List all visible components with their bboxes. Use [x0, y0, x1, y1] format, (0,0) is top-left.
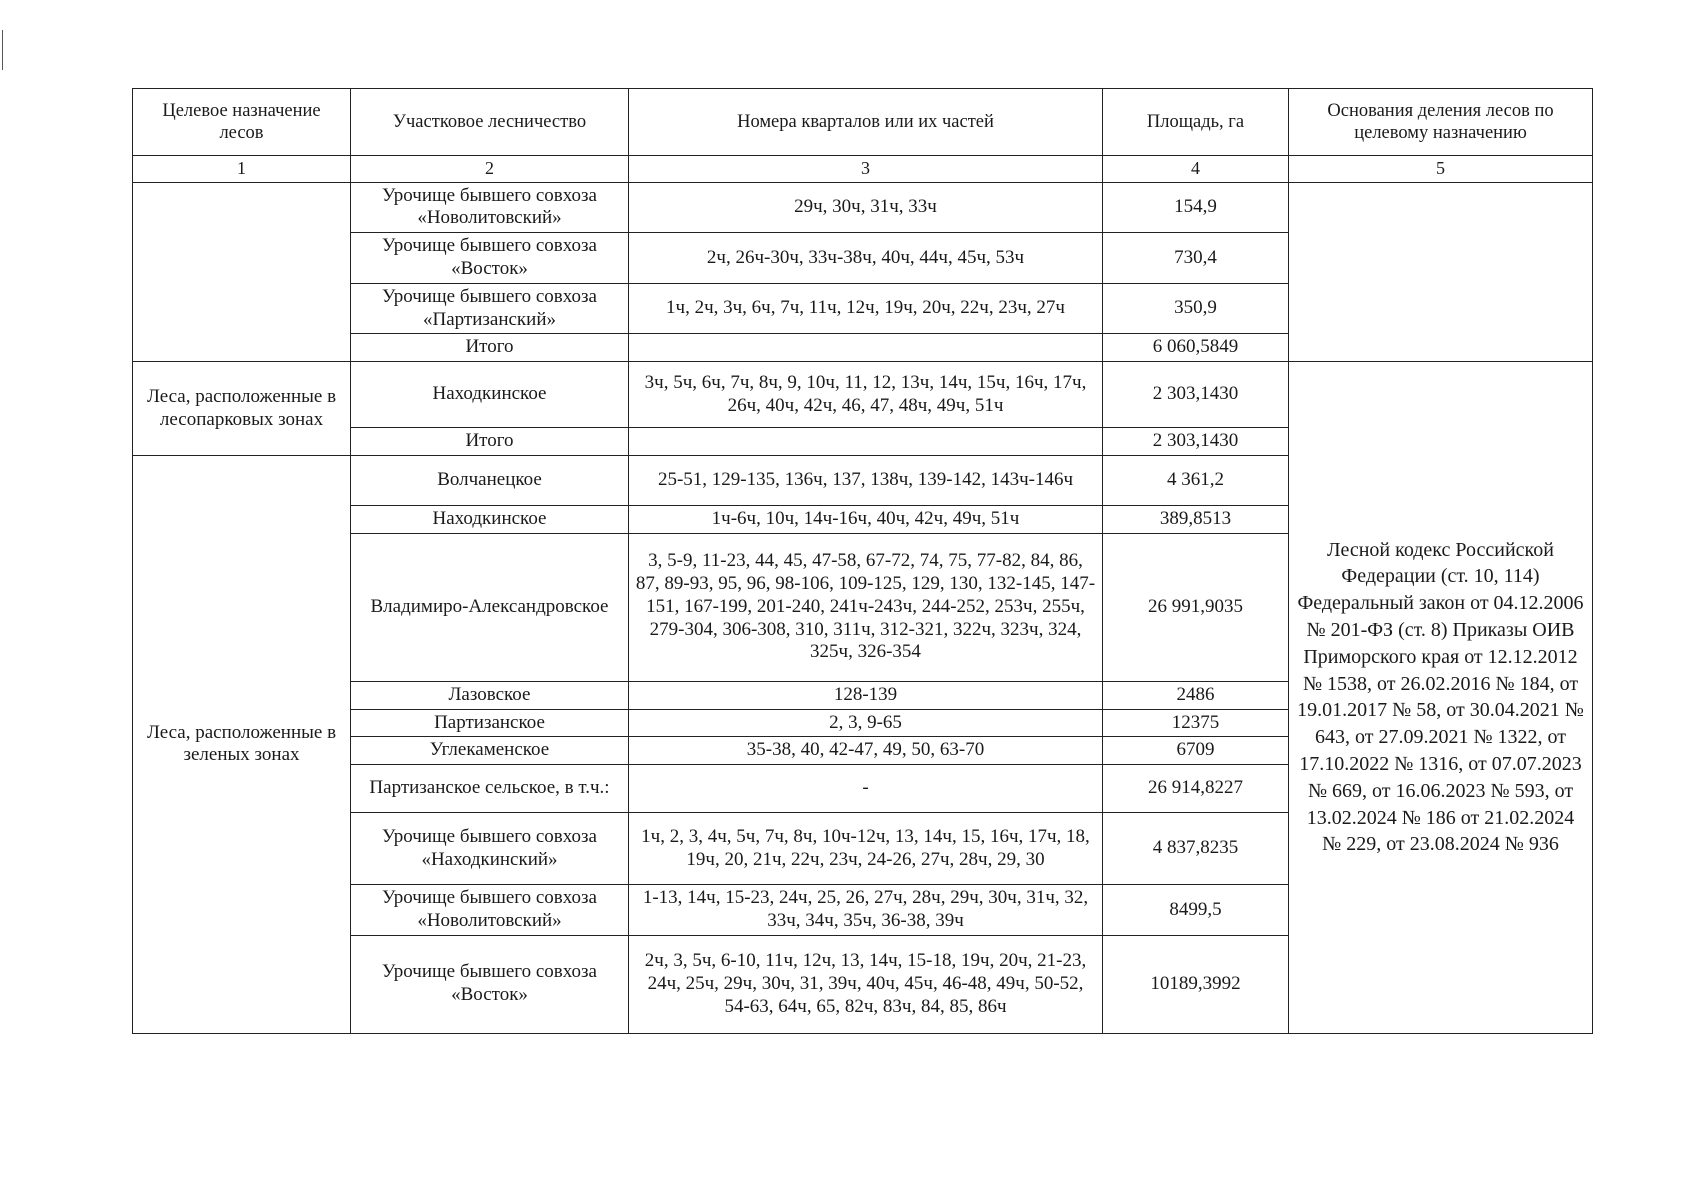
header-row: [133, 89, 1593, 156]
header-area: Площадь, га: [1103, 89, 1289, 156]
area-cell: 389,8513: [1103, 505, 1289, 533]
area-cell: 8499,5: [1103, 885, 1289, 936]
quarters-cell: 25-51, 129-135, 136ч, 137, 138ч, 139-142, 143ч-146ч: [629, 455, 1103, 505]
total-label: Итого: [351, 428, 629, 456]
column-number: 1: [133, 156, 351, 183]
quarters-cell: 1-13, 14ч, 15-23, 24ч, 25, 26, 27ч, 28ч, 29ч, 30ч, 31ч, 32, 33ч, 34ч, 35ч, 36-38, 39ч: [629, 885, 1103, 936]
total-area: 6 060,5849: [1103, 334, 1289, 362]
forestry-cell: Урочище бывшего совхоза «Партизанский»: [351, 283, 629, 334]
area-cell: 4 837,8235: [1103, 813, 1289, 885]
forestry-cell: Урочище бывшего совхоза «Новолитовский»: [351, 885, 629, 936]
forestry-cell: Урочище бывшего совхоза «Восток»: [351, 233, 629, 284]
quarters-cell: 1ч, 2, 3, 4ч, 5ч, 7ч, 8ч, 10ч-12ч, 13, 14ч, 15, 16ч, 17ч, 18, 19ч, 20, 21ч, 22ч, 23ч, 24-26, 27ч, 28ч, 29, 30: [629, 813, 1103, 885]
area-cell: 2486: [1103, 681, 1289, 709]
total-label: Итого: [351, 334, 629, 362]
forestry-cell: Партизанское сельское, в т.ч.:: [351, 765, 629, 813]
area-cell: 2 303,1430: [1103, 362, 1289, 428]
quarters-cell: 1ч-6ч, 10ч, 14ч-16ч, 40ч, 42ч, 49ч, 51ч: [629, 505, 1103, 533]
quarters-cell: 1ч, 2ч, 3ч, 6ч, 7ч, 11ч, 12ч, 19ч, 20ч, 22ч, 23ч, 27ч: [629, 283, 1103, 334]
area-cell: 350,9: [1103, 283, 1289, 334]
area-cell: 154,9: [1103, 182, 1289, 233]
column-number: 5: [1289, 156, 1593, 183]
quarters-cell: 3ч, 5ч, 6ч, 7ч, 8ч, 9, 10ч, 11, 12, 13ч, 14ч, 15ч, 16ч, 17ч, 26ч, 40ч, 42ч, 46, 47, 48ч, 49ч, 51ч: [629, 362, 1103, 428]
column-number: 3: [629, 156, 1103, 183]
purpose-cell: Леса, расположенные в зеленых зонах: [133, 455, 351, 1033]
table-row: [133, 182, 1593, 233]
forestry-cell: Партизанское: [351, 709, 629, 737]
quarters-cell: 2ч, 3, 5ч, 6-10, 11ч, 12ч, 13, 14ч, 15-18, 19ч, 20ч, 21-23, 24ч, 25ч, 29ч, 30ч, 31, 39ч, 40ч, 45ч, 46-48, 49ч, 50-52, 54-63, 64ч, 65, 82ч, 83ч, 84, 85, 86ч: [629, 935, 1103, 1033]
column-number: 2: [351, 156, 629, 183]
total-area: 2 303,1430: [1103, 428, 1289, 456]
quarters-cell: 29ч, 30ч, 31ч, 33ч: [629, 182, 1103, 233]
quarters-cell: 128-139: [629, 681, 1103, 709]
forestry-cell: Урочище бывшего совхоза «Восток»: [351, 935, 629, 1033]
forestry-cell: Владимиро-Александровское: [351, 533, 629, 681]
scan-edge-mark: [2, 30, 3, 70]
header-quarters: Номера кварталов или их частей: [629, 89, 1103, 156]
forestry-cell: Находкинское: [351, 362, 629, 428]
header-purpose: Целевое назначение лесов: [133, 89, 351, 156]
forestry-cell: Урочище бывшего совхоза «Находкинский»: [351, 813, 629, 885]
quarters-cell: 2ч, 26ч-30ч, 33ч-38ч, 40ч, 44ч, 45ч, 53ч: [629, 233, 1103, 284]
area-cell: 730,4: [1103, 233, 1289, 284]
forest-purpose-table: [132, 88, 1593, 1034]
forestry-cell: Лазовское: [351, 681, 629, 709]
forestry-cell: Урочище бывшего совхоза «Новолитовский»: [351, 182, 629, 233]
header-basis: Основания деления лесов по целевому назначению: [1289, 89, 1593, 156]
quarters-cell: 35-38, 40, 42-47, 49, 50, 63-70: [629, 737, 1103, 765]
quarters-cell: 3, 5-9, 11-23, 44, 45, 47-58, 67-72, 74, 75, 77-82, 84, 86, 87, 89-93, 95, 96, 98-106, 109-125, 129, 130, 132-145, 147-151, 167-199, 201-240, 241ч-243ч, 244-252, 253ч, 255ч, 279-304, 306-308, 310, 311ч, 312-321, 322ч, 323ч, 324, 325ч, 326-354: [629, 533, 1103, 681]
purpose-cell: [133, 182, 351, 362]
basis-cell: Лесной кодекс Российской Федерации (ст. 10, 114) Федеральный закон от 04.12.2006 № 201-ФЗ (ст. 8) Приказы ОИВ Приморского края от 12.12.2012 № 1538, от 26.02.2016 № 184, от 19.01.2017 № 58, от 30.04.2021 № 643, от 27.09.2021 № 1322, от 17.10.2022 № 1316, от 07.07.2023 № 669, от 16.06.2023 № 593, от 13.02.2024 № 186 от 21.02.2024 № 229, от 23.08.2024 № 936: [1289, 362, 1593, 1034]
area-cell: 6709: [1103, 737, 1289, 765]
area-cell: 26 991,9035: [1103, 533, 1289, 681]
total-quarters-empty: [629, 428, 1103, 456]
area-cell: 26 914,8227: [1103, 765, 1289, 813]
area-cell: 4 361,2: [1103, 455, 1289, 505]
table-row: [133, 362, 1593, 428]
forestry-cell: Находкинское: [351, 505, 629, 533]
area-cell: 12375: [1103, 709, 1289, 737]
purpose-cell: Леса, расположенные в лесопарковых зонах: [133, 362, 351, 456]
total-quarters-empty: [629, 334, 1103, 362]
header-forestry: Участковое лесничество: [351, 89, 629, 156]
basis-cell-empty: [1289, 182, 1593, 362]
column-number: 4: [1103, 156, 1289, 183]
forestry-cell: Волчанецкое: [351, 455, 629, 505]
area-cell: 10189,3992: [1103, 935, 1289, 1033]
quarters-cell: 2, 3, 9-65: [629, 709, 1103, 737]
forestry-cell: Углекаменское: [351, 737, 629, 765]
quarters-cell: -: [629, 765, 1103, 813]
column-number-row: [133, 156, 1593, 183]
